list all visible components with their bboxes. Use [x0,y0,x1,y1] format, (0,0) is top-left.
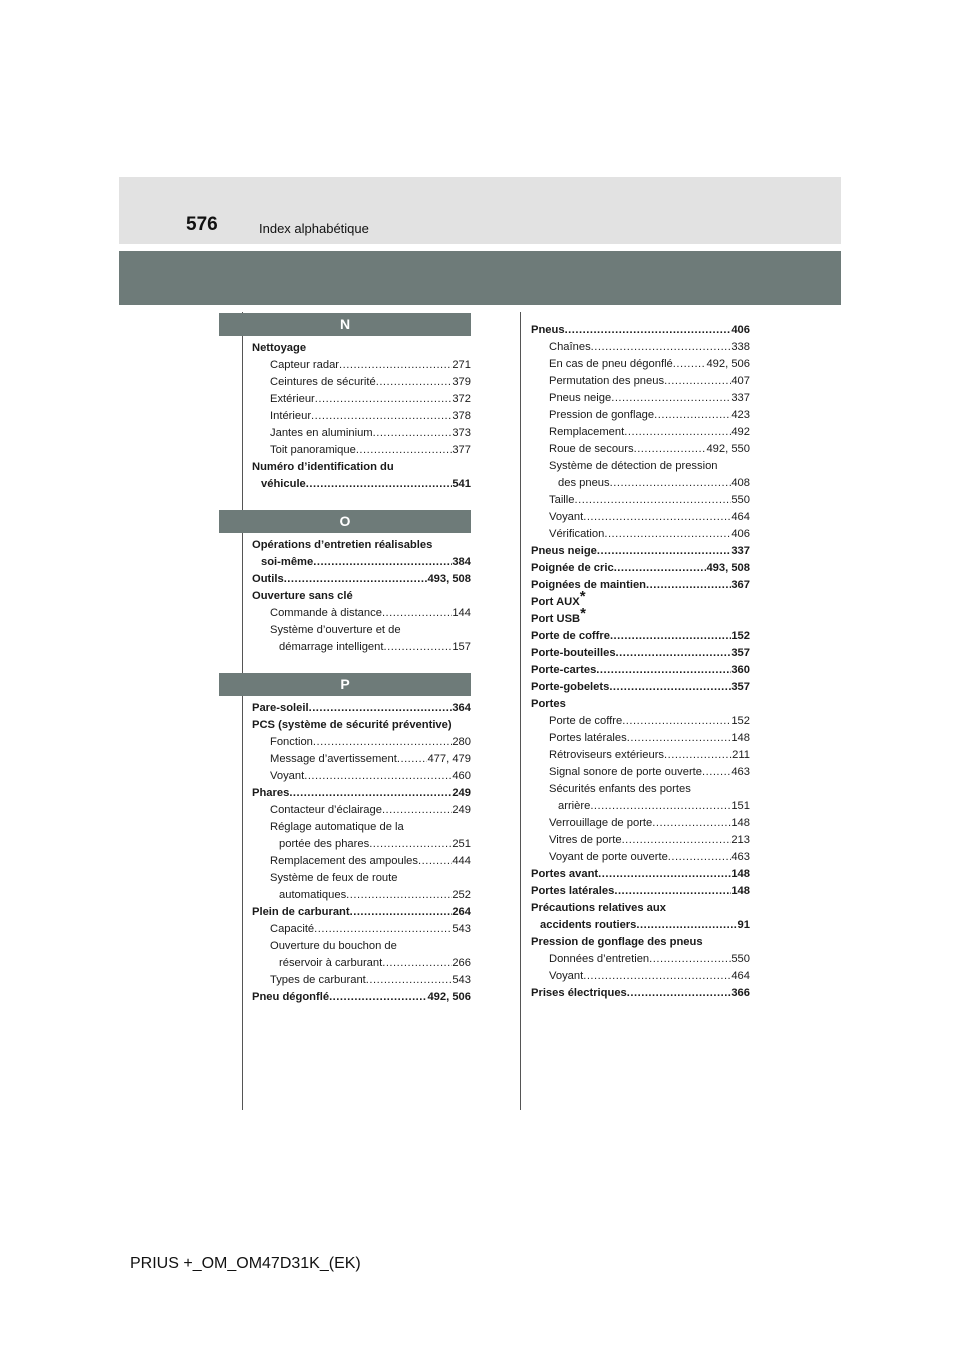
entry-label: Port USB* [531,605,586,625]
entry-label: Permutation des pneus [549,375,665,387]
leader-dots [382,605,452,622]
index-entry [270,870,471,887]
entry-label: PCS (système de sécurité préventive) [252,719,452,731]
index-entry [252,717,471,734]
entry-page-ref: 492, 506 [427,991,471,1003]
entry-page-ref: 91 [737,919,750,931]
entry-label: Porte de coffre [531,630,610,642]
index-entry [270,442,471,459]
right-column-rule [520,312,521,1110]
entry-page-ref: 213 [731,834,750,846]
index-entry [531,560,750,577]
entry-label: Pare-soleil [252,702,309,714]
left-column-rule [242,312,243,1110]
index-entry [531,543,750,560]
entry-page-ref: 337 [731,545,750,557]
leader-dots [616,645,732,662]
entry-page-ref: 360 [731,664,750,676]
entry-label: Pneus neige [549,392,612,404]
leader-dots [604,526,731,543]
section-letter-n: N [219,313,471,336]
index-entry [270,768,471,785]
entry-label: Contacteur d’éclairage [270,804,382,816]
index-entry [531,628,750,645]
header-band [119,251,841,305]
entry-label: réservoir à carburant [279,957,383,969]
entry-label: Ouverture du bouchon de [270,940,397,952]
leader-dots [314,921,452,938]
index-entry [549,713,750,730]
entry-page-ref: 367 [731,579,750,591]
index-entry [549,951,750,968]
entry-page-ref: 151 [731,800,750,812]
entry-page-ref: 144 [452,607,471,619]
entry-label: Prises électriques [531,987,627,999]
leader-dots [382,955,452,972]
index-entry [549,509,750,526]
entry-page-ref: 264 [452,906,471,918]
leader-dots [309,700,453,717]
index-entry [531,866,750,883]
index-entry [270,357,471,374]
index-entry [279,887,471,904]
entry-label: Port AUX* [531,588,586,608]
entry-label: Plein de carburant [252,906,350,918]
entry-page-ref: 444 [452,855,471,867]
entry-label: Portes [531,698,566,710]
entry-label: Porte de coffre [549,715,623,727]
entry-label: Voyant [549,970,584,982]
leader-dots [649,951,731,968]
entry-page-ref: 377 [452,444,471,456]
leader-dots [636,917,737,934]
entry-page-ref: 338 [731,341,750,353]
leader-dots [313,554,452,571]
entry-label: Opérations d’entretien réalisables [252,539,433,551]
entry-page-ref: 407 [731,375,750,387]
index-entry [270,921,471,938]
leader-dots [673,356,707,373]
entry-page-ref: 252 [452,889,471,901]
index-entry [270,374,471,391]
entry-page-ref: 492, 506 [706,358,750,370]
entry-label: des pneus [558,477,610,489]
leader-dots [622,713,731,730]
entry-page-ref: 337 [731,392,750,404]
footnote-star: * [580,605,586,623]
entry-label: Remplacement [549,426,625,438]
leader-dots [311,408,452,425]
entry-label: Voyant de porte ouverte [549,851,668,863]
entry-page-ref: 460 [452,770,471,782]
index-entry [549,339,750,356]
index-entry [549,458,750,475]
index-entry [549,815,750,832]
leader-dots [418,853,452,870]
entry-page-ref: 373 [452,427,471,439]
leader-dots [590,798,731,815]
entry-page-ref: 423 [731,409,750,421]
entry-page-ref: 406 [731,324,750,336]
entry-label: Signal sonore de porte ouverte [549,766,702,778]
index-entry [252,340,471,357]
section-letter-p: P [219,673,471,696]
entry-label: Jantes en aluminium [270,427,373,439]
index-entry [531,900,750,917]
entry-label: arrière [558,800,591,812]
leader-dots [668,849,732,866]
index-entry [252,571,471,588]
leader-dots [583,968,731,985]
leader-dots [611,390,731,407]
header-bar [119,177,841,244]
entry-page-ref: 366 [731,987,750,999]
entry-label: Vitres de porte [549,834,622,846]
entry-label: Capacité [270,923,315,935]
entry-page-ref: 492 [731,426,750,438]
leader-dots [597,543,731,560]
index-entry [279,955,471,972]
leader-dots [627,730,732,747]
index-entry [270,802,471,819]
entry-label: Numéro d’identification du [252,461,394,473]
entry-label: Porte-bouteilles [531,647,616,659]
entry-label: Remplacement des ampoules [270,855,418,867]
entry-label: Précautions relatives aux [531,902,666,914]
entry-label: En cas de pneu dégonflé [549,358,673,370]
entry-label: véhicule [261,478,306,490]
entry-label: Voyant [549,511,584,523]
entry-label: Porte-gobelets [531,681,610,693]
leader-dots [565,322,732,339]
entry-page-ref: 271 [452,359,471,371]
entry-page-ref: 251 [452,838,471,850]
entry-label: Ceintures de sécurité [270,376,376,388]
entry-label: Intérieur [270,410,312,422]
index-entry [531,696,750,713]
leader-dots [591,339,732,356]
leader-dots [373,425,453,442]
entry-page-ref: 463 [731,851,750,863]
entry-page-ref: 152 [731,630,750,642]
entry-page-ref: 357 [731,647,750,659]
index-entry [549,747,750,764]
entry-label: Poignée de cric [531,562,614,574]
leader-dots [614,560,707,577]
leader-dots [289,785,452,802]
leader-dots [382,802,452,819]
index-entry [261,554,471,571]
entry-page-ref: 463 [731,766,750,778]
index-entry [270,819,471,836]
entry-label: portée des phares [279,838,370,850]
entry-label: Portes latérales [531,885,615,897]
index-entry [531,985,750,1002]
entry-page-ref: 464 [731,511,750,523]
leader-dots [624,424,731,441]
leader-dots [652,815,731,832]
entry-label: Capteur radar [270,359,340,371]
entry-label: Système d’ouverture et de [270,624,401,636]
leader-dots [702,764,731,781]
index-entry [252,785,471,802]
index-entry [270,972,471,989]
entry-label: Verrouillage de porte [549,817,653,829]
index-entry [549,373,750,390]
entry-page-ref: 249 [452,804,471,816]
leader-dots [664,747,732,764]
entry-label: Types de carburant [270,974,366,986]
index-entry [549,764,750,781]
entry-label: soi-même [261,556,314,568]
document-footer: PRIUS +_OM_OM47D31K_(EK) [130,1255,361,1272]
leader-dots [575,492,732,509]
index-entry [558,475,750,492]
index-entry [252,588,471,605]
entry-label: Sécurités enfants des portes [549,783,691,795]
index-entry [549,781,750,798]
index-entry [531,577,750,594]
index-entry [252,989,471,1006]
entry-page-ref: 406 [731,528,750,540]
entry-label: Extérieur [270,393,315,405]
entry-label: Porte-cartes [531,664,597,676]
index-entry [252,537,471,554]
leader-dots [654,407,731,424]
entry-page-ref: 550 [731,494,750,506]
section-letter-o: O [219,510,471,533]
leader-dots [304,768,452,785]
index-entry [558,798,750,815]
entry-page-ref: 550 [731,953,750,965]
index-entry [531,605,750,628]
entry-page-ref: 211 [732,749,750,761]
section-title: Index alphabétique [259,221,369,236]
index-entry [540,917,750,934]
entry-page-ref: 280 [452,736,471,748]
entry-page-ref: 249 [452,787,471,799]
leader-dots [366,972,453,989]
index-entry [549,356,750,373]
index-entry [549,968,750,985]
leader-dots [339,357,452,374]
index-entry [270,734,471,751]
leader-dots [583,509,731,526]
entry-page-ref: 148 [731,885,750,897]
index-entry [549,441,750,458]
index-entry [549,390,750,407]
entry-label: Vérification [549,528,605,540]
entry-page-ref: 543 [452,923,471,935]
entry-label: Données d’entretien [549,953,650,965]
index-entry [270,622,471,639]
entry-label: Toit panoramique [270,444,356,456]
leader-dots [383,639,452,656]
index-entry [252,904,471,921]
index-entry [531,322,750,339]
entry-label: Pression de gonflage [549,409,655,421]
leader-dots [609,679,731,696]
leader-dots [610,475,732,492]
leader-dots [329,989,427,1006]
entry-label: automatiques [279,889,347,901]
index-entry [279,836,471,853]
entry-page-ref: 148 [731,732,750,744]
entry-label: Phares [252,787,290,799]
entry-page-ref: 357 [731,681,750,693]
index-entry [549,832,750,849]
leader-dots [646,577,731,594]
index-entry [549,407,750,424]
index-entry [270,938,471,955]
entry-label: Réglage automatique de la [270,821,404,833]
entry-label: Pneus neige [531,545,597,557]
entry-label: Portes avant [531,868,599,880]
entry-label: Système de détection de pression [549,460,718,472]
leader-dots [596,662,731,679]
index-entry [549,424,750,441]
leader-dots [622,832,732,849]
entry-page-ref: 152 [731,715,750,727]
entry-page-ref: 543 [452,974,471,986]
entry-page-ref: 148 [731,868,750,880]
entry-page-ref: 464 [731,970,750,982]
index-entry [270,408,471,425]
index-entry [279,639,471,656]
leader-dots [346,887,452,904]
entry-page-ref: 266 [452,957,471,969]
leader-dots [306,476,453,493]
entry-label: Poignées de maintien [531,579,647,591]
entry-label: Commande à distance [270,607,382,619]
index-entry [270,425,471,442]
index-entry [549,526,750,543]
index-entry [549,730,750,747]
entry-page-ref: 378 [452,410,471,422]
footnote-star: * [579,588,586,606]
entry-label: accidents routiers [540,919,637,931]
entry-label: Pneu dégonflé [252,991,330,1003]
entry-page-ref: 492, 550 [706,443,750,455]
entry-page-ref: 372 [452,393,471,405]
index-entry [252,700,471,717]
leader-dots [610,628,731,645]
index-entry [531,588,750,611]
index-entry [549,849,750,866]
entry-label: Voyant [270,770,305,782]
entry-label: Pression de gonflage des pneus [531,936,703,948]
leader-dots [315,391,453,408]
index-entry [270,391,471,408]
entry-label: Taille [549,494,575,506]
entry-label: Outils [252,573,284,585]
entry-page-ref: 493, 508 [706,562,750,574]
index-entry [270,605,471,622]
entry-label: démarrage intelligent [279,641,384,653]
entry-label: Rétroviseurs extérieurs [549,749,665,761]
entry-page-ref: 384 [452,556,471,568]
leader-dots [664,373,731,390]
leader-dots [614,883,731,900]
entry-label: Message d’avertissement [270,753,397,765]
index-entry [531,883,750,900]
index-entry [270,853,471,870]
entry-page-ref: 364 [452,702,471,714]
entry-page-ref: 477, 479 [427,753,471,765]
index-entry [531,662,750,679]
index-entry [270,751,471,768]
entry-page-ref: 493, 508 [427,573,471,585]
entry-label: Système de feux de route [270,872,398,884]
leader-dots [350,904,453,921]
entry-page-ref: 408 [731,477,750,489]
leader-dots [376,374,453,391]
leader-dots [369,836,452,853]
index-entry [531,679,750,696]
entry-label: Nettoyage [252,342,307,354]
entry-label: Pneus [531,324,565,336]
leader-dots [627,985,732,1002]
leader-dots [313,734,452,751]
index-entry [531,645,750,662]
entry-page-ref: 379 [452,376,471,388]
entry-label: Ouverture sans clé [252,590,353,602]
entry-label: Portes latérales [549,732,627,744]
entry-page-ref: 541 [452,478,471,490]
leader-dots [356,442,453,459]
entry-page-ref: 157 [452,641,471,653]
leader-dots [634,441,707,458]
index-entry [252,459,471,476]
leader-dots [284,571,428,588]
index-entry [261,476,471,493]
entry-page-ref: 148 [731,817,750,829]
leader-dots [598,866,731,883]
entry-label: Fonction [270,736,313,748]
index-entry [549,492,750,509]
entry-label: Chaînes [549,341,591,353]
entry-label: Roue de secours [549,443,634,455]
page-number: 576 [186,214,218,235]
index-entry [531,934,750,951]
leader-dots [397,751,428,768]
